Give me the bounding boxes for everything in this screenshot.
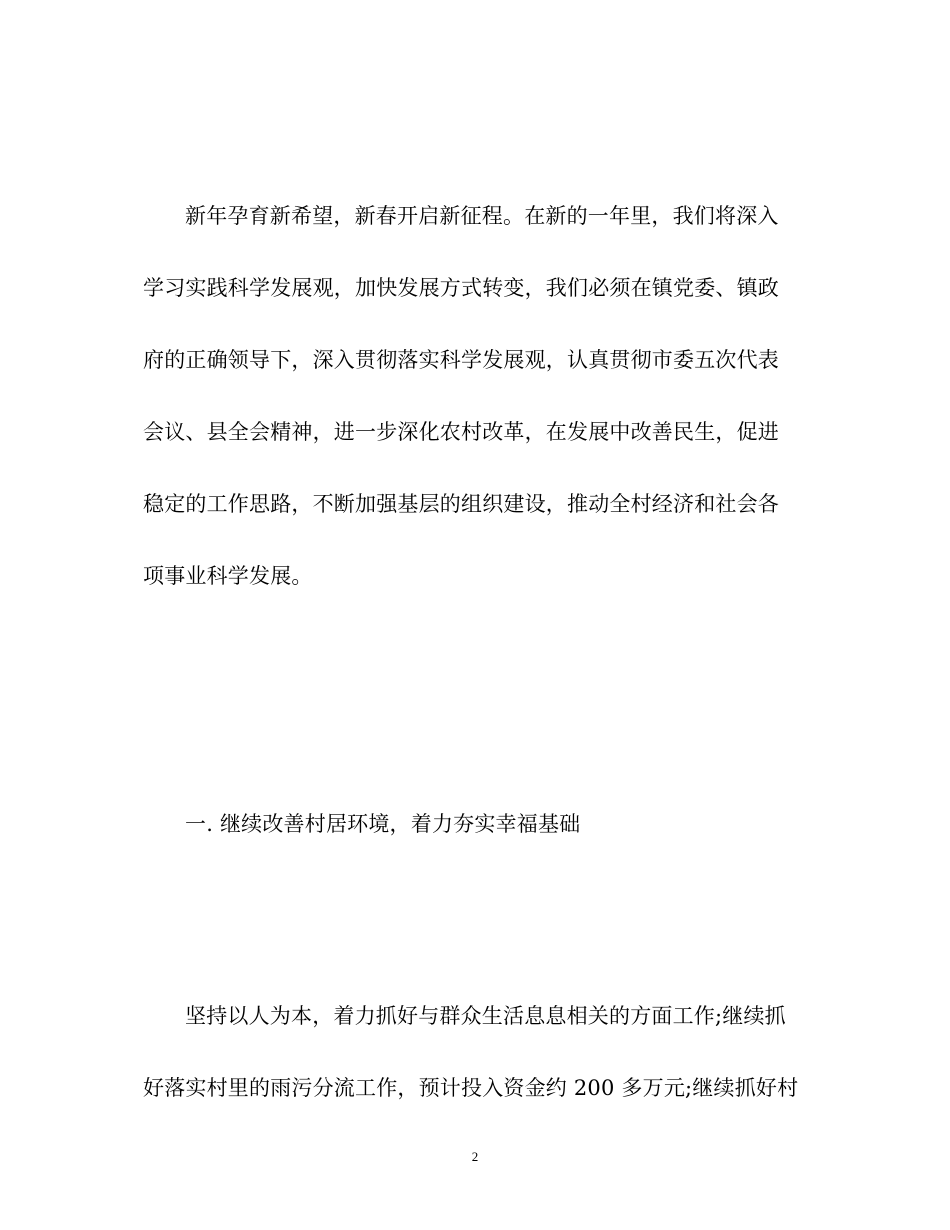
paragraph-line: 好落实村里的雨污分流工作，预计投入资金约 200 多万元;继续抓好村 (143, 1076, 799, 1100)
paragraph-line: 新年孕育新希望，新春开启新征程。在新的一年里，我们将深入 (185, 204, 779, 228)
paragraph-line: 府的正确领导下，深入贯彻落实科学发展观，认真贯彻市委五次代表 (143, 348, 779, 372)
paragraph-line: 学习实践科学发展观，加快发展方式转变，我们必须在镇党委、镇政 (143, 276, 779, 300)
paragraph-line: 稳定的工作思路，不断加强基层的组织建设，推动全村经济和社会各 (143, 492, 779, 516)
paragraph-line: 项事业科学发展。 (143, 564, 313, 588)
page-number: 2 (471, 1149, 479, 1164)
paragraph-line: 会议、县全会精神，进一步深化农村改革，在发展中改善民生，促进 (143, 420, 779, 444)
paragraph-line: 坚持以人为本，着力抓好与群众生活息息相关的方面工作;继续抓 (185, 1004, 786, 1028)
section-heading: 一. 继续改善村居环境，着力夯实幸福基础 (185, 812, 581, 836)
